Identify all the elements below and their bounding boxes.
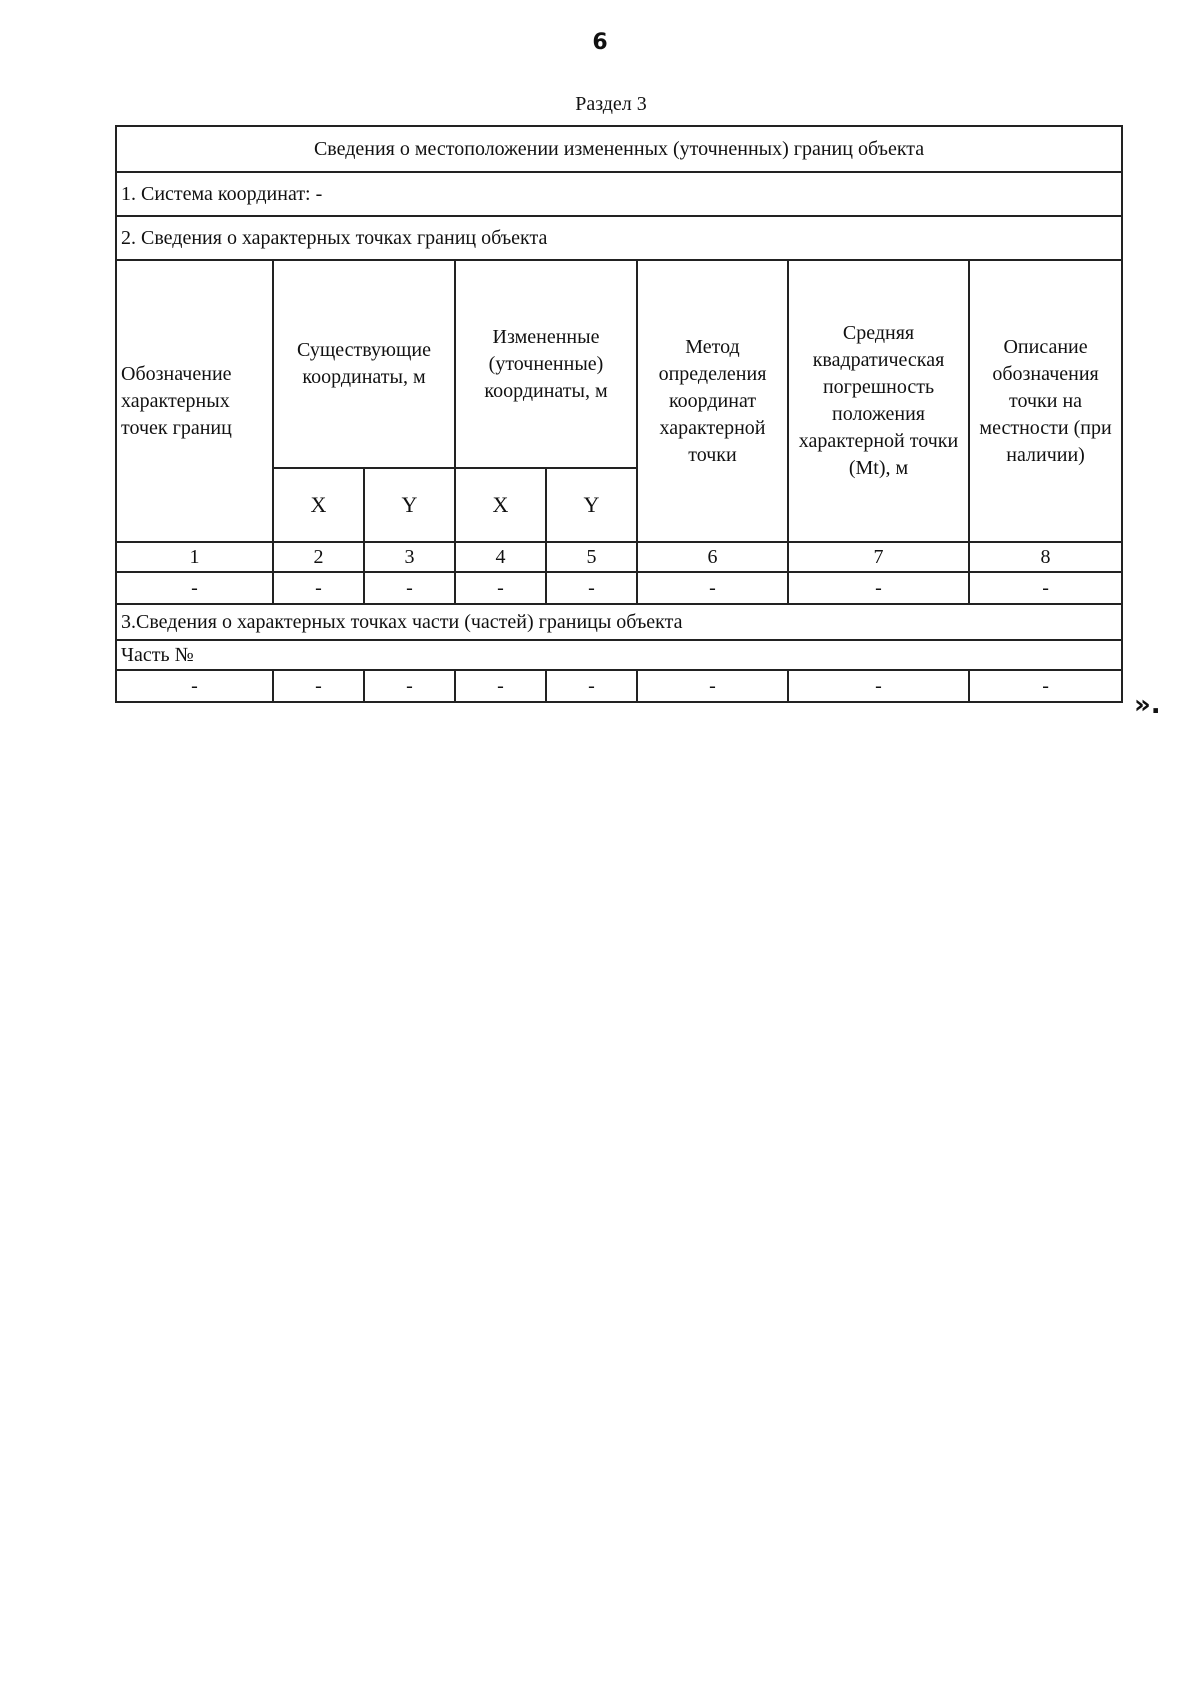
header-changed-coordinates: Измененные (уточненные) координаты, м <box>455 260 637 468</box>
boundary-points-table <box>115 125 1123 703</box>
header-existing-y: Y <box>364 468 455 542</box>
column-number: 3 <box>364 542 455 572</box>
column-number: 4 <box>455 542 546 572</box>
table-cell: - <box>455 670 546 702</box>
header-changed-x: X <box>455 468 546 542</box>
table-cell: - <box>969 572 1122 604</box>
part-number-row: Часть № <box>116 640 1122 670</box>
page-number: 6 <box>592 30 608 55</box>
table-title: Сведения о местоположении измененных (уточненных) границ объекта <box>116 126 1122 172</box>
header-existing-coordinates: Существующие координаты, м <box>273 260 455 468</box>
column-number: 8 <box>969 542 1122 572</box>
table-cell: - <box>637 670 788 702</box>
header-existing-x: X <box>273 468 364 542</box>
closing-quote: ». <box>1134 690 1161 720</box>
column-number: 2 <box>273 542 364 572</box>
section-title: Раздел 3 <box>575 93 647 115</box>
coordinate-system-row: 1. Система координат: - <box>116 172 1122 216</box>
header-point-description: Описание обозначения точки на местности (при наличии) <box>969 260 1122 542</box>
header-designation: Обозначение характерных точек границ <box>116 260 273 542</box>
column-number: 6 <box>637 542 788 572</box>
table-cell: - <box>273 670 364 702</box>
table-cell: - <box>364 572 455 604</box>
column-numbers-row <box>116 542 1122 572</box>
table-cell: - <box>116 670 273 702</box>
column-number: 7 <box>788 542 969 572</box>
table-row <box>116 572 1122 604</box>
header-mean-square-error: Средняя квадратическая погрешность положения характерной точки (Mt), м <box>788 260 969 542</box>
header-method: Метод определения координат характерной точки <box>637 260 788 542</box>
points-heading-row: 2. Сведения о характерных точках границ объекта <box>116 216 1122 260</box>
table-row <box>116 670 1122 702</box>
column-number: 5 <box>546 542 637 572</box>
parts-heading-row: 3.Сведения о характерных точках части (частей) границы объекта <box>116 604 1122 640</box>
table-cell: - <box>273 572 364 604</box>
header-changed-y: Y <box>546 468 637 542</box>
table-cell: - <box>546 670 637 702</box>
table-cell: - <box>637 572 788 604</box>
table-cell: - <box>364 670 455 702</box>
column-number: 1 <box>116 542 273 572</box>
table-cell: - <box>116 572 273 604</box>
table-cell: - <box>788 572 969 604</box>
table-cell: - <box>969 670 1122 702</box>
table-cell: - <box>546 572 637 604</box>
table-cell: - <box>788 670 969 702</box>
table-cell: - <box>455 572 546 604</box>
